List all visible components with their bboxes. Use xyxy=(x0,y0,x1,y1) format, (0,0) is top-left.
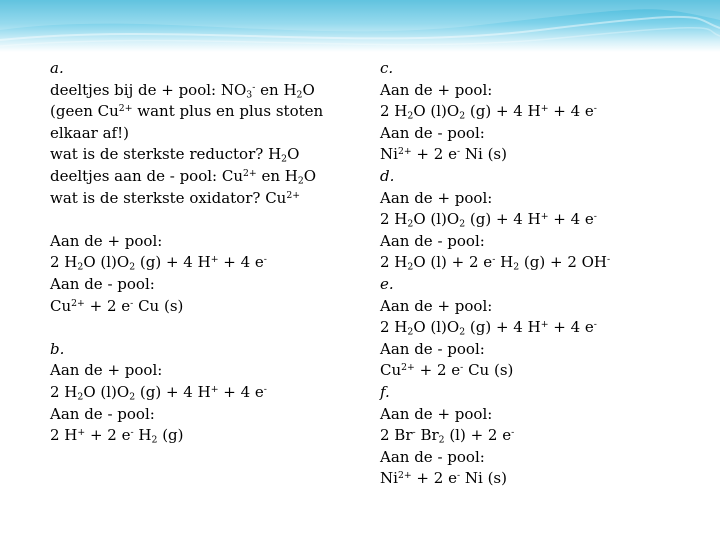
text-segment: en H xyxy=(255,80,297,99)
text-segment: deeltjes bij de + pool: NO xyxy=(50,80,247,99)
subscript: 2 xyxy=(296,88,303,100)
text-line xyxy=(380,144,710,166)
text-segment: 2 H xyxy=(50,382,78,401)
text-line xyxy=(50,101,350,123)
section-label: c. xyxy=(380,59,394,77)
text-segment: Aan de + pool: xyxy=(50,231,163,250)
text-segment: Aan de - pool: xyxy=(380,123,485,142)
superscript: - xyxy=(456,146,461,158)
text-segment: wat is de sterkste reductor? H xyxy=(50,145,282,164)
text-segment: 2 H xyxy=(380,318,408,337)
text-segment: + 4 e xyxy=(548,102,594,121)
section-label: b. xyxy=(50,339,65,358)
text-segment: 2 H xyxy=(380,210,408,229)
superscript: - xyxy=(252,81,256,93)
text-segment: Aan de + pool: xyxy=(380,188,493,207)
subscript: 2 xyxy=(77,261,84,273)
subscript: 2 xyxy=(407,218,414,230)
left-column xyxy=(50,58,350,447)
text-line xyxy=(50,252,350,274)
wave-decoration xyxy=(0,0,720,52)
text-line xyxy=(50,296,350,318)
superscript: 2+ xyxy=(401,362,415,374)
superscript: - xyxy=(130,426,134,438)
text-segment: Cu (s) xyxy=(133,296,184,315)
superscript: - xyxy=(460,362,464,374)
superscript: - xyxy=(456,470,461,482)
superscript: 2+ xyxy=(397,146,412,158)
text-segment: + 4 e xyxy=(218,382,264,401)
text-line xyxy=(50,166,350,188)
text-segment: deeltjes aan de - pool: Cu xyxy=(50,166,243,185)
text-segment: Ni (s) xyxy=(460,469,507,488)
superscript: 2+ xyxy=(397,470,412,482)
subscript: 2 xyxy=(77,391,84,403)
text-segment: 2 Br xyxy=(380,426,413,445)
text-segment: (g) + 2 OH xyxy=(519,253,608,272)
superscript: + xyxy=(540,319,549,331)
text-segment: (l) + 2 e xyxy=(444,426,512,445)
text-segment: Cu xyxy=(50,296,72,315)
text-segment: O xyxy=(302,80,315,99)
text-line xyxy=(50,382,350,404)
text-segment: want plus en plus stoten xyxy=(132,102,324,121)
subscript: 2 xyxy=(459,110,466,122)
text-segment: O (l)O xyxy=(83,253,130,272)
text-segment: en H xyxy=(256,166,298,185)
text-segment: O (l)O xyxy=(413,102,460,121)
text-segment: Cu (s) xyxy=(463,361,514,380)
text-line xyxy=(380,80,710,102)
text-segment: + 4 e xyxy=(548,318,594,337)
superscript: 2+ xyxy=(71,297,85,309)
text-segment: Aan de - pool: xyxy=(50,274,155,293)
text-line xyxy=(380,231,710,253)
text-segment: O (l)O xyxy=(413,318,460,337)
text-segment: Aan de + pool: xyxy=(380,404,493,423)
text-segment: H xyxy=(133,426,152,445)
section-label: a. xyxy=(50,59,64,77)
superscript: 2+ xyxy=(286,189,301,201)
text-segment: + 4 e xyxy=(548,210,594,229)
text-line xyxy=(380,252,710,274)
subscript: 2 xyxy=(407,326,414,338)
text-line xyxy=(380,123,710,145)
text-segment: Aan de - pool: xyxy=(380,339,485,358)
text-segment: O xyxy=(303,166,317,185)
text-line xyxy=(380,468,710,490)
superscript: - xyxy=(263,383,267,395)
superscript: 2+ xyxy=(118,103,133,115)
superscript: - xyxy=(130,297,134,309)
subscript: 2 xyxy=(129,261,136,273)
superscript: - xyxy=(593,103,597,115)
superscript: - xyxy=(607,254,611,266)
text-segment: + 2 e xyxy=(411,469,457,488)
superscript: - xyxy=(412,426,416,438)
section-label: f. xyxy=(380,382,390,401)
superscript: - xyxy=(511,426,515,438)
text-line xyxy=(50,188,350,210)
text-segment: + 2 e xyxy=(85,426,131,445)
superscript: - xyxy=(492,254,496,266)
text-segment: elkaar af!) xyxy=(50,123,129,142)
text-segment: H xyxy=(495,253,514,272)
text-segment: + 2 e xyxy=(84,296,131,315)
text-line xyxy=(380,296,710,318)
text-segment: Cu xyxy=(380,361,402,380)
text-segment: O (l) + 2 e xyxy=(413,253,493,272)
right-column xyxy=(380,58,710,490)
text-line xyxy=(50,231,350,253)
text-segment: O (l)O xyxy=(83,382,130,401)
superscript: 2+ xyxy=(243,167,257,179)
text-line xyxy=(50,80,350,102)
text-line xyxy=(380,209,710,231)
text-segment: (g) xyxy=(157,426,184,445)
text-segment: O (l)O xyxy=(413,210,460,229)
text-segment: O xyxy=(287,145,300,164)
text-line xyxy=(50,144,350,166)
text-line xyxy=(380,101,710,123)
subscript: 2 xyxy=(459,218,466,230)
text-segment: (g) + 4 H xyxy=(465,102,541,121)
text-segment: (g) + 4 H xyxy=(465,210,541,229)
subscript: 2 xyxy=(459,326,466,338)
text-segment: + 4 e xyxy=(218,253,264,272)
text-segment: Ni (s) xyxy=(460,145,507,164)
text-segment: Aan de - pool: xyxy=(50,404,155,423)
text-segment: Br xyxy=(415,426,439,445)
text-segment: Ni xyxy=(380,469,398,488)
text-segment: 2 H xyxy=(50,426,78,445)
subscript: 2 xyxy=(151,434,158,446)
superscript: + xyxy=(210,254,219,266)
superscript: + xyxy=(540,103,549,115)
text-segment: Aan de + pool: xyxy=(380,80,493,99)
subscript: 2 xyxy=(438,434,445,446)
text-line xyxy=(380,317,710,339)
text-line xyxy=(50,274,350,296)
section-label: e. xyxy=(380,274,394,293)
subscript: 2 xyxy=(407,261,414,273)
text-line xyxy=(380,447,710,469)
text-segment: 2 H xyxy=(50,253,78,272)
text-segment: (g) + 4 H xyxy=(465,318,541,337)
text-line xyxy=(50,404,350,426)
subscript: 3 xyxy=(246,88,253,100)
text-segment: wat is de sterkste oxidator? Cu xyxy=(50,188,287,207)
text-line xyxy=(380,404,710,426)
section-label: d. xyxy=(380,166,395,185)
text-segment: (g) + 4 H xyxy=(135,382,211,401)
superscript: - xyxy=(593,211,597,223)
text-line xyxy=(380,425,710,447)
text-segment: Aan de - pool: xyxy=(380,231,485,250)
text-line xyxy=(380,188,710,210)
text-segment: Aan de - pool: xyxy=(380,447,485,466)
text-line xyxy=(50,360,350,382)
blank-line xyxy=(50,209,350,231)
text-line xyxy=(380,339,710,361)
superscript: + xyxy=(540,211,549,223)
text-segment: + 2 e xyxy=(414,361,461,380)
subscript: 2 xyxy=(129,391,136,403)
subscript: 2 xyxy=(407,110,414,122)
text-segment: 2 H xyxy=(380,253,408,272)
superscript: + xyxy=(77,426,86,438)
text-segment: Aan de + pool: xyxy=(50,361,163,380)
subscript: 2 xyxy=(513,261,520,273)
text-segment: + 2 e xyxy=(411,145,457,164)
text-line xyxy=(380,360,710,382)
subscript: 2 xyxy=(281,153,288,165)
blank-line xyxy=(50,317,350,339)
text-segment: Aan de + pool: xyxy=(380,296,493,315)
superscript: + xyxy=(210,383,219,395)
text-line xyxy=(50,425,350,447)
superscript: - xyxy=(593,319,597,331)
text-segment: (g) + 4 H xyxy=(135,253,211,272)
header-banner xyxy=(0,0,720,52)
text-line xyxy=(50,123,350,145)
text-segment: (geen Cu xyxy=(50,102,119,121)
text-segment: Ni xyxy=(380,145,398,164)
text-segment: 2 H xyxy=(380,102,408,121)
subscript: 2 xyxy=(297,175,304,187)
superscript: - xyxy=(263,254,267,266)
